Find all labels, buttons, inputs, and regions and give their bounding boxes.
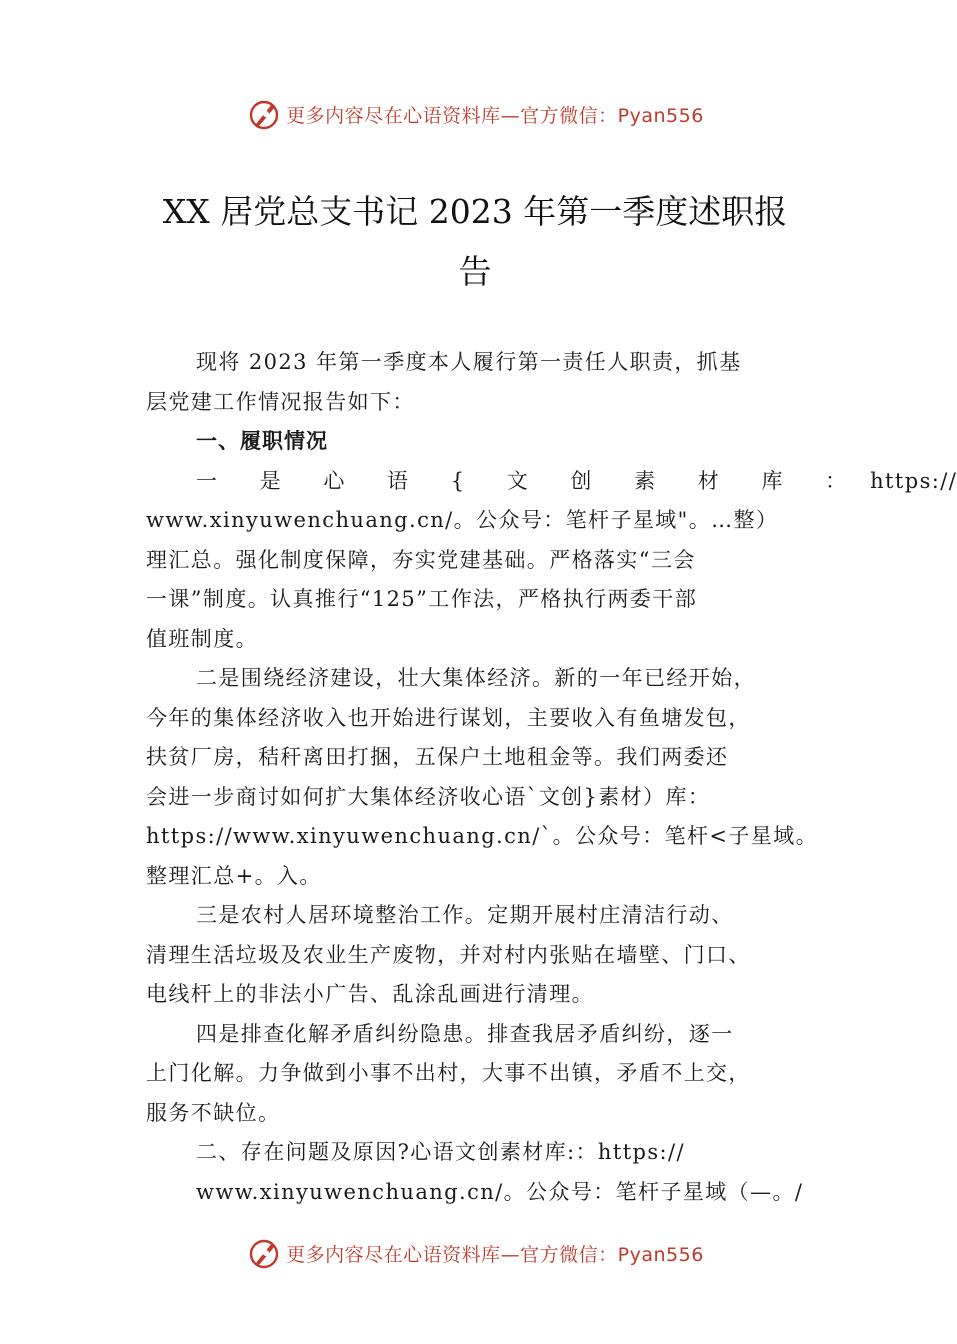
text-line <box>146 975 836 1015</box>
section-heading <box>196 422 836 462</box>
line-text: 一课”制度。认真推行“125”工作法，严格执行两委干部 <box>146 587 698 611</box>
text-line <box>146 817 836 857</box>
watermark-banner-bottom <box>0 1233 950 1273</box>
line-text: 四是排查化解矛盾纠纷隐患。排查我居矛盾纠纷，逐一 <box>196 1021 734 1046</box>
line-text: 会进一步商讨如何扩大集体经济收心语`文创}素材）库： <box>146 784 711 809</box>
document-title <box>120 182 830 302</box>
text-line <box>196 462 957 502</box>
line-text: 扶贫厂房，秸秆离田打捆，五保户土地租金等。我们两委还 <box>146 745 729 769</box>
text-line <box>196 896 836 936</box>
text-line <box>146 383 836 423</box>
line-text: 理汇总。强化制度保障，夯实党建基础。严格落实“三会 <box>146 547 696 572</box>
text-line <box>146 738 836 778</box>
text-line <box>146 580 836 620</box>
line-text: 二是围绕经济建设，壮大集体经济。新的一年已经开始， <box>196 666 756 690</box>
line-text: 整理汇总+。入。 <box>146 863 322 888</box>
title-line-1: XX 居党总支书记 2023 年第一季度述职报 <box>162 192 788 231</box>
line-text: 现将 2023 年第一季度本人履行第一责任人职责，抓基 <box>196 350 742 374</box>
text-line <box>196 1015 836 1055</box>
text-line <box>146 699 836 739</box>
text-line <box>146 1094 836 1134</box>
line-url: https:// <box>870 468 957 493</box>
line-text: 一 是 心 语 { 文 创 素 材 库 ： <box>196 468 865 493</box>
text-line <box>146 620 836 660</box>
text-line <box>146 778 836 818</box>
line-text: 清理生活垃圾及农业生产废物，并对村内张贴在墙壁、门口、 <box>146 942 751 967</box>
text-line <box>196 1133 836 1173</box>
line-text: 上门化解。力争做到小事不出村，大事不出镇，矛盾不上交， <box>146 1061 751 1085</box>
text-line <box>196 1173 836 1213</box>
watermark-banner-top <box>0 94 950 134</box>
text-line <box>146 936 836 976</box>
line-text: 一、履职情况 <box>196 429 328 453</box>
text-line <box>146 501 836 541</box>
text-line <box>146 541 836 581</box>
line-text: https://www.xinyuwenchuang.cn/`。公众号：笔杆<子星域。 <box>146 824 818 848</box>
text-line <box>196 343 836 383</box>
line-text: 服务不缺位。 <box>146 1100 281 1125</box>
pen-logo-icon <box>246 96 282 132</box>
line-text: 值班制度。 <box>146 626 258 651</box>
text-line <box>196 659 836 699</box>
watermark-text: 更多内容尽在心语资料库—官方微信：Pyan556 <box>286 1243 704 1266</box>
line-text: 电线杆上的非法小广告、乱涂乱画进行清理。 <box>146 982 594 1006</box>
watermark-text: 更多内容尽在心语资料库—官方微信：Pyan556 <box>286 104 704 127</box>
line-text: 二、存在问题及原因?心语文创素材库:：https:// <box>196 1140 685 1164</box>
line-text: 层党建工作情况报告如下： <box>146 389 415 414</box>
title-line-2: 告 <box>458 252 492 291</box>
text-line <box>146 857 836 897</box>
line-text: 今年的集体经济收入也开始进行谋划，主要收入有鱼塘发包， <box>146 705 751 730</box>
line-text: www.xinyuwenchuang.cn/。公众号：笔杆子星域（—。/ <box>196 1179 804 1204</box>
text-line <box>146 1054 836 1094</box>
pen-logo-icon <box>246 1235 282 1271</box>
line-text: www.xinyuwenchuang.cn/。公众号：笔杆子星域"。…整） <box>146 508 779 532</box>
line-text: 三是农村人居环境整治工作。定期开展村庄清洁行动、 <box>196 903 734 927</box>
